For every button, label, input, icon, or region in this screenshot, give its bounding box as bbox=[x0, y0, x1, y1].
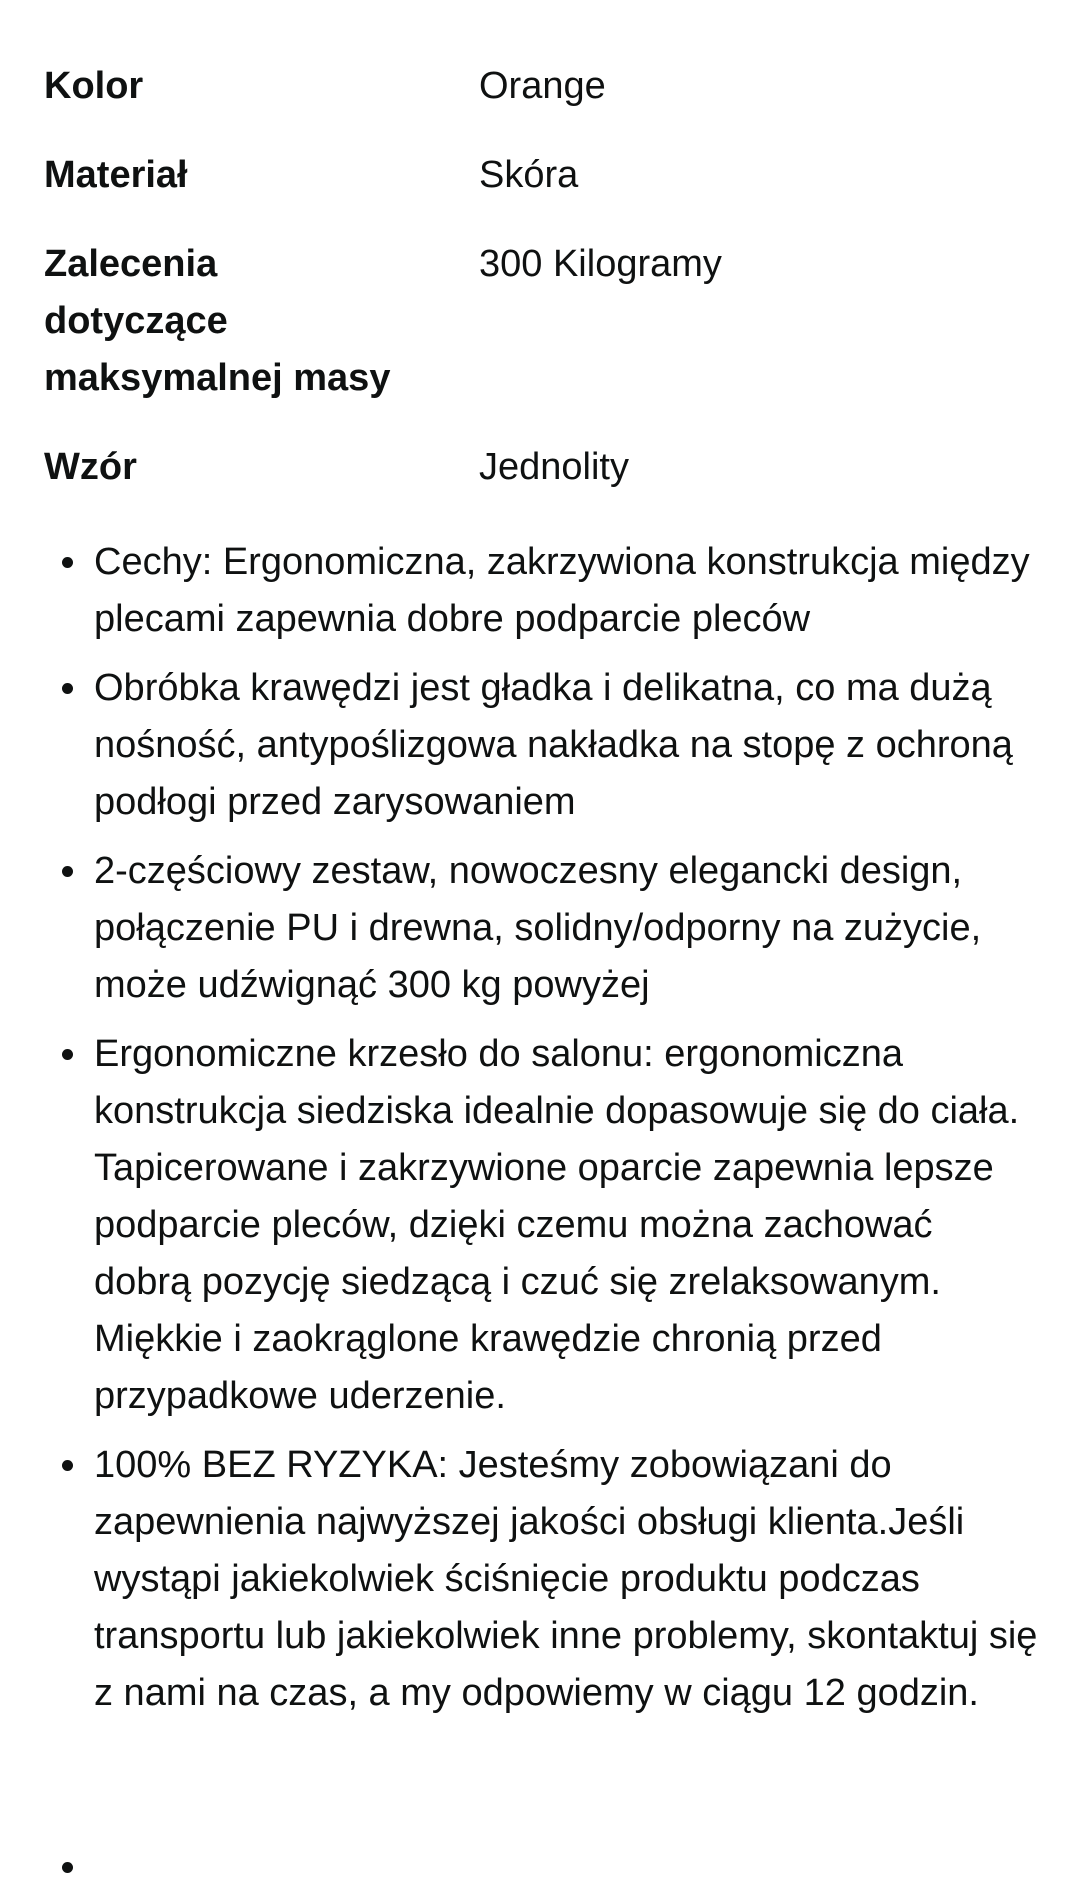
bullet-text: 2-częściowy zestaw, nowoczesny elegancki design, połączenie PU i drewna, solidny/odporny na zużycie, może udźwignąć 300 kg powyżej bbox=[94, 850, 982, 1006]
list-item bbox=[44, 660, 1040, 831]
bullet-text: Cechy: Ergonomiczna, zakrzywiona konstrukcja między plecami zapewnia dobre podparcie pleców bbox=[94, 541, 1030, 640]
feature-bullets bbox=[44, 534, 1040, 1722]
spec-label: Materiał bbox=[44, 154, 188, 196]
spec-value: Skóra bbox=[479, 154, 579, 196]
bullet-dot-icon bbox=[62, 557, 73, 568]
spec-row-max-weight bbox=[44, 236, 1040, 407]
spec-label: Kolor bbox=[44, 65, 144, 107]
spec-row-color bbox=[44, 58, 1040, 115]
list-item bbox=[44, 1437, 1040, 1722]
list-item bbox=[44, 1026, 1040, 1425]
bullet-dot-icon bbox=[62, 1460, 73, 1471]
list-item bbox=[44, 534, 1040, 648]
spec-table bbox=[44, 58, 1040, 496]
spec-row-material bbox=[44, 147, 1040, 204]
bullet-dot-icon bbox=[62, 866, 73, 877]
bullet-dot-icon bbox=[62, 1862, 73, 1873]
spec-value: Orange bbox=[479, 65, 606, 107]
spec-label: Zalecenia dotyczące maksymalnej masy bbox=[44, 243, 391, 399]
spec-label: Wzór bbox=[44, 446, 137, 488]
bullet-dot-icon bbox=[62, 1049, 73, 1060]
bullet-text: Obróbka krawędzi jest gładka i delikatna, co ma dużą nośność, antypoślizgowa nakładka na stopę z ochroną podłogi przed zarysowaniem bbox=[94, 667, 1013, 823]
bullet-text: Ergonomiczne krzesło do salonu: ergonomiczna konstrukcja siedziska idealnie dopasowuje się do ciała. Tapicerowane i zakrzywione oparcie zapewnia lepsze podparcie pleców, dzięki czemu można zachować dobrą pozycję siedzącą i czuć się zrelaksowanym. Miękkie i zaokrąglone krawędzie chronią przed przypadkowe uderzenie. bbox=[94, 1033, 1020, 1417]
spec-value: Jednolity bbox=[479, 446, 629, 488]
spec-row-pattern bbox=[44, 439, 1040, 496]
spec-value: 300 Kilogramy bbox=[479, 243, 722, 285]
list-item bbox=[44, 843, 1040, 1014]
bullet-dot-icon bbox=[62, 683, 73, 694]
bullet-text: 100% BEZ RYZYKA: Jesteśmy zobowiązani do zapewnienia najwyższej jakości obsługi klienta.Jeśli wystąpi jakiekolwiek ściśnięcie produktu podczas transportu lub jakiekolwiek inne problemy, skontaktuj się z nami na czas, a my odpowiemy w ciągu 12 godzin. bbox=[94, 1444, 1038, 1714]
